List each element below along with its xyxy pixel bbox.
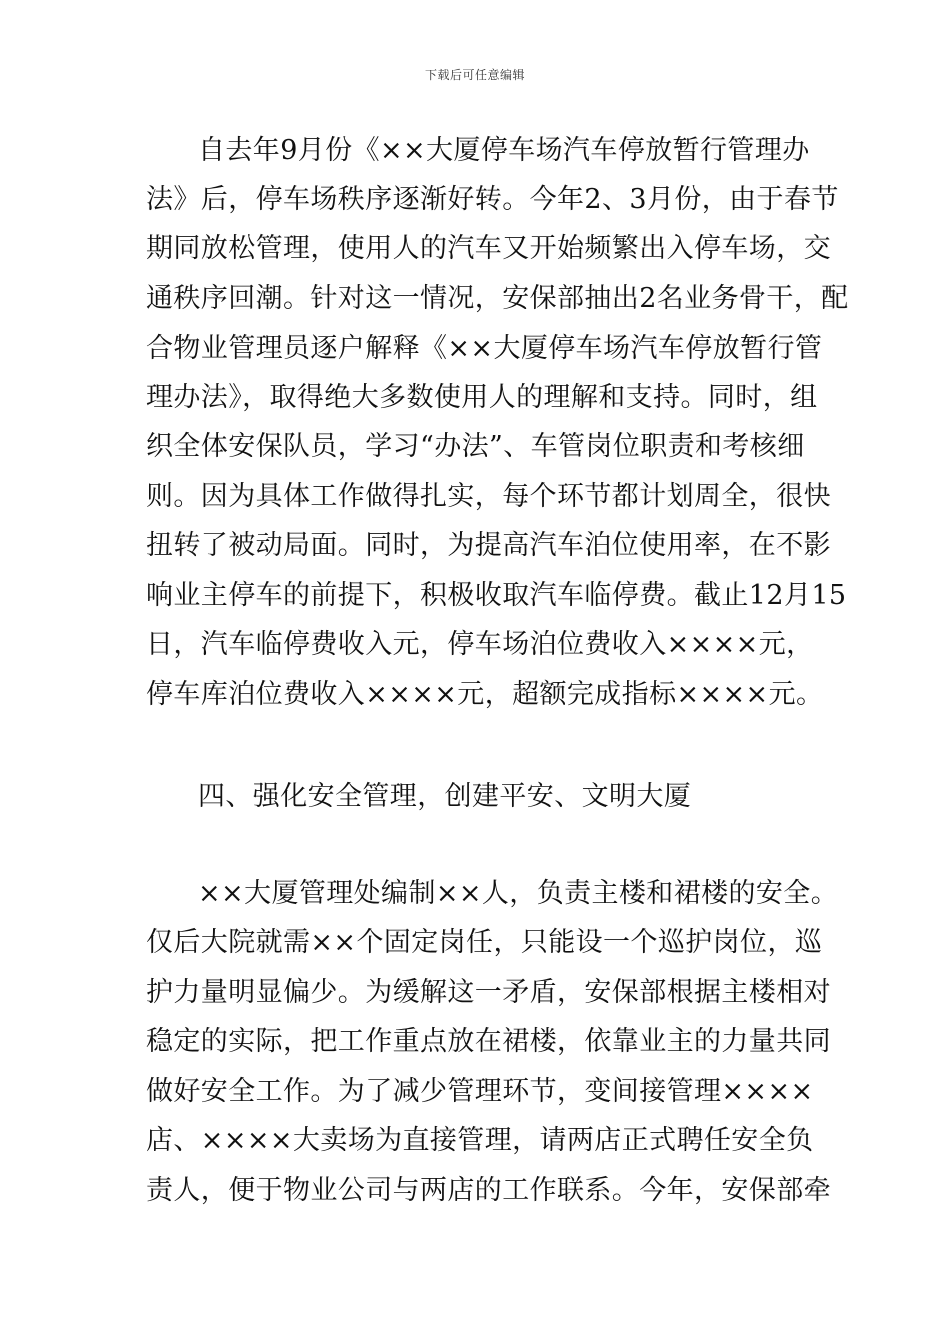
paragraph-line: 护力量明显偏少。为缓解这一矛盾，安保部根据主楼相对 xyxy=(146,977,831,1008)
paragraph-line: 责人，便于物业公司与两店的工作联系。今年，安保部牵 xyxy=(146,1175,831,1206)
paragraph-line: 自去年9月份《××大厦停车场汽车停放暂行管理办 xyxy=(198,135,810,166)
paragraph-line: 理办法》，取得绝大多数使用人的理解和支持。同时，组 xyxy=(146,382,818,413)
paragraph-line: 仅后大院就需××个固定岗任，只能设一个巡护岗位，巡 xyxy=(146,927,823,958)
paragraph-line: 稳定的实际，把工作重点放在裙楼，依靠业主的力量共同 xyxy=(146,1026,831,1057)
paragraph-line: 日，汽车临停费收入元，停车场泊位费收入××××元， xyxy=(146,629,814,660)
paragraph-line: ××大厦管理处编制××人，负责主楼和裙楼的安全。 xyxy=(198,878,839,909)
paragraph-line: 通秩序回潮。针对这一情况，安保部抽出2名业务骨干，配 xyxy=(146,283,849,314)
page-header: 下载后可任意编辑 xyxy=(424,68,525,82)
paragraph-line: 做好安全工作。为了减少管理环节，变间接管理×××× xyxy=(146,1076,814,1107)
paragraph-line: 则。因为具体工作做得扎实，每个环节都计划周全，很快 xyxy=(146,481,831,512)
paragraph-line: 织全体安保队员，学习“办法”、车管岗位职责和考核细 xyxy=(146,431,805,462)
section-heading: 四、强化安全管理，创建平安、文明大厦 xyxy=(198,781,692,812)
paragraph-line: 法》后，停车场秩序逐渐好转。今年2、3月份，由于春节 xyxy=(146,184,839,215)
paragraph-line: 期同放松管理，使用人的汽车又开始频繁出入停车场，交 xyxy=(146,233,831,264)
paragraph-line: 响业主停车的前提下，积极收取汽车临停费。截止12月15 xyxy=(146,580,847,611)
paragraph-line: 合物业管理员逐户解释《××大厦停车场汽车停放暂行管 xyxy=(146,333,823,364)
paragraph-line: 扭转了被动局面。同时，为提高汽车泊位使用率，在不影 xyxy=(146,530,831,561)
paragraph-line: 店、××××大卖场为直接管理，请两店正式聘任安全负 xyxy=(146,1125,814,1156)
paragraph-line: 停车库泊位费收入××××元，超额完成指标××××元。 xyxy=(146,679,824,710)
